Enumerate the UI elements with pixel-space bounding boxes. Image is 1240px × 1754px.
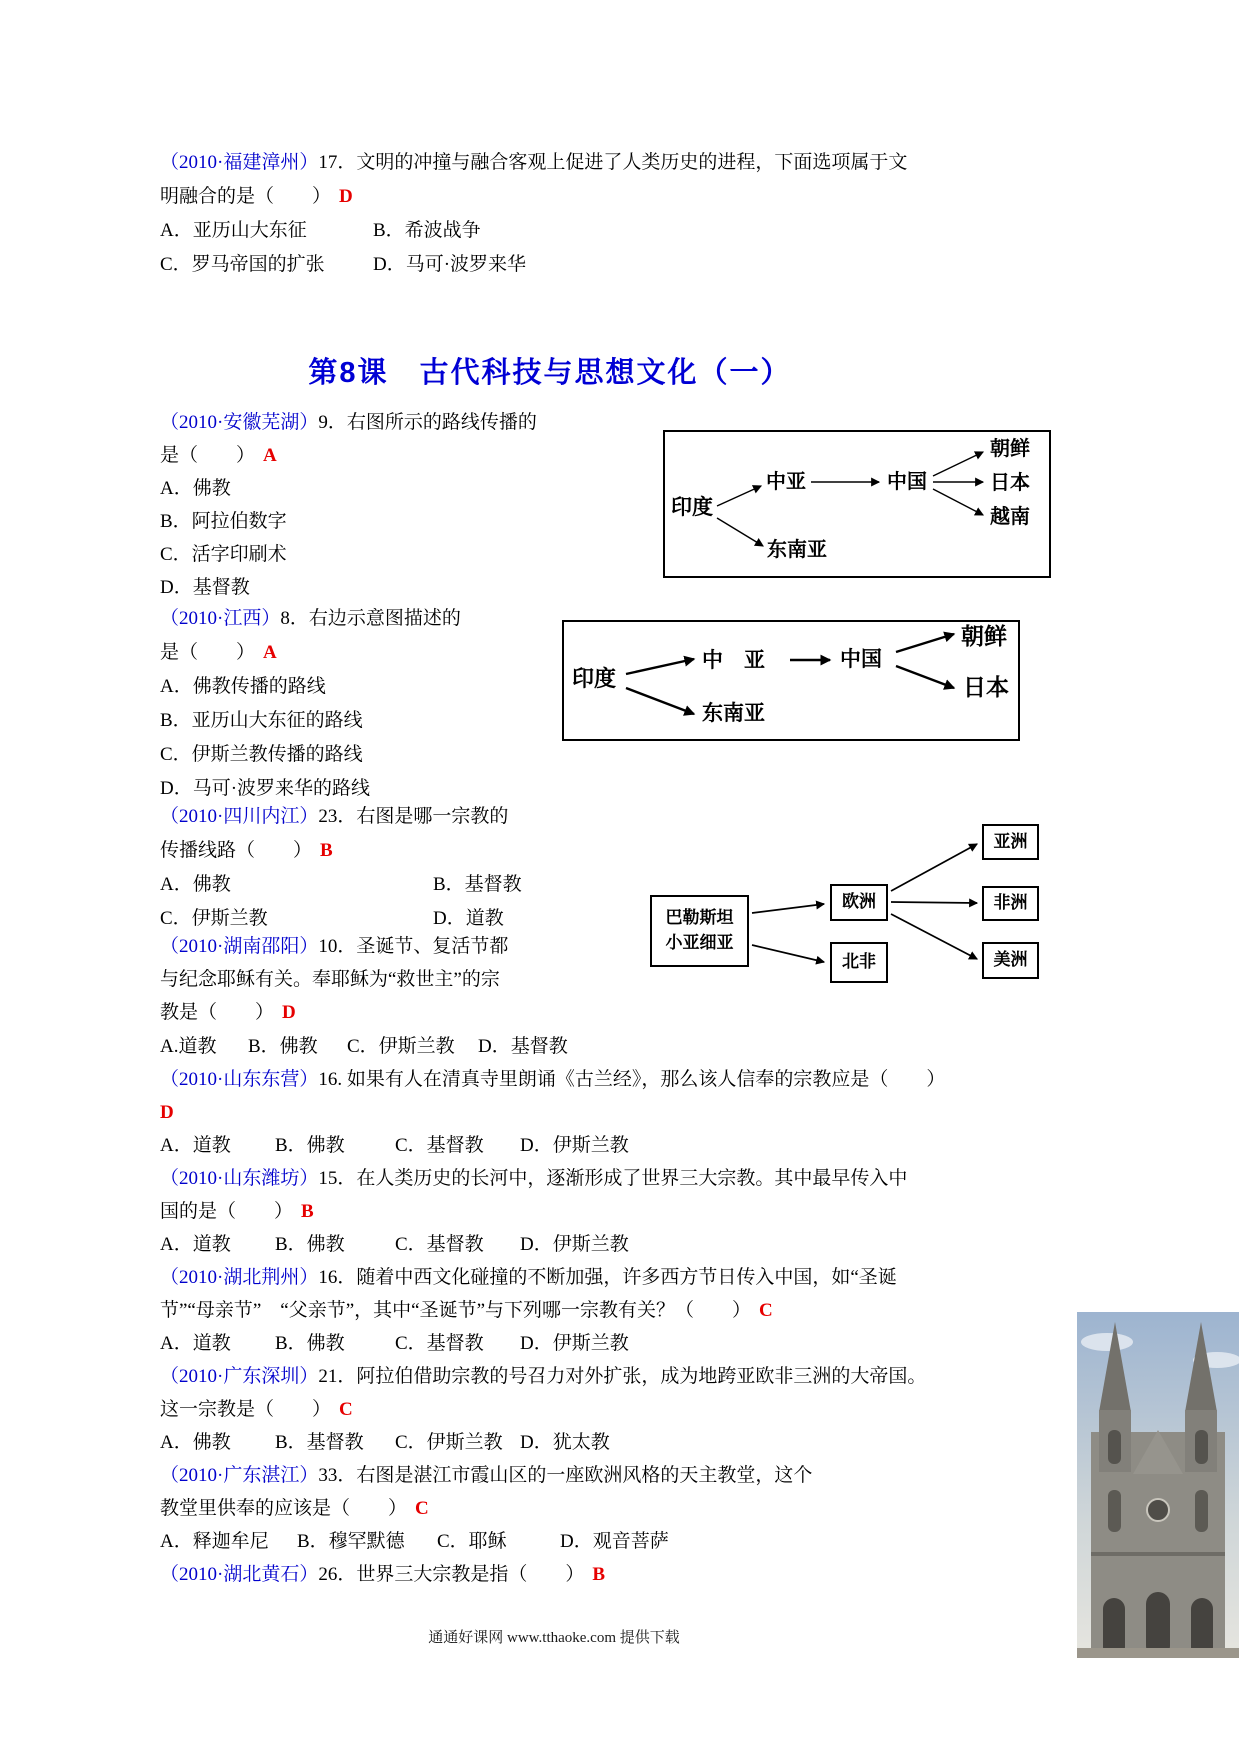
options-row	[160, 248, 1085, 282]
question-stem-line	[160, 996, 630, 1029]
question-source: （2010·广东湛江）	[160, 1465, 319, 1486]
option-b: B．亚历山大东征的路线	[160, 710, 363, 731]
option-b: B．阿拉伯数字	[160, 511, 287, 532]
option-b: B．穆罕默德	[297, 1531, 405, 1552]
question-stem: 节”“母亲节” “父亲节”，其中“圣诞节”与下列哪一宗教有关？（ ）	[160, 1300, 752, 1321]
option-c: C．基督教	[395, 1234, 484, 1255]
node-china: 中国	[840, 648, 882, 671]
question-stem: 是（ ）	[160, 642, 256, 663]
options-row	[160, 868, 620, 902]
question-stem: 16. 如果有人在清真寺里朗诵《古兰经》，那么该人信奉的宗教应是（ ）	[318, 1069, 946, 1090]
option-d: D．基督教	[160, 577, 250, 598]
option-a: A．道教	[160, 1135, 231, 1156]
answer-letter: B	[301, 1201, 314, 1222]
question-stem-line	[160, 1261, 1090, 1294]
node-asia: 亚洲	[982, 824, 1039, 860]
option-a: A．佛教	[160, 478, 231, 499]
question-stem: 16．随着中西文化碰撞的不断加强，许多西方节日传入中国，如“圣诞	[318, 1267, 897, 1288]
question-stem: 23．右图是哪一宗教的	[318, 806, 509, 827]
question-stem-line	[160, 146, 1085, 180]
question-stem: 这一宗教是（ ）	[160, 1399, 332, 1420]
option-a: A．佛教	[160, 874, 231, 895]
node-korea: 朝鲜	[961, 623, 1007, 649]
option-a: A．亚历山大东征	[160, 220, 307, 241]
question-stem: 33．右图是湛江市霞山区的一座欧洲风格的天主教堂，这个	[318, 1465, 813, 1486]
question-source: （2010·山东潍坊）	[160, 1168, 319, 1189]
facade-ledge	[1091, 1552, 1225, 1556]
answer-letter: C	[759, 1300, 773, 1321]
arrow-europe-to-africa	[891, 902, 977, 903]
node-china: 中国	[887, 471, 927, 493]
option-d: D．伊斯兰教	[520, 1234, 629, 1255]
question-source: （2010·湖北黄石）	[160, 1564, 319, 1585]
node-america: 美洲	[982, 942, 1039, 979]
answer-letter: D	[339, 186, 353, 207]
node-japan: 日本	[963, 674, 1009, 700]
arrow-origin-to-europe	[752, 904, 824, 913]
answer-letter: A	[263, 445, 277, 466]
option-d: D．观音菩萨	[560, 1531, 669, 1552]
option-c: C．罗马帝国的扩张	[160, 254, 325, 275]
question-stem: 9．右图所示的路线传播的	[318, 412, 537, 433]
diagram-christianity-spread-route	[640, 813, 1042, 987]
question-8-jiangxi	[160, 602, 580, 806]
option-c: C．基督教	[395, 1333, 484, 1354]
question-stem: 是（ ）	[160, 445, 256, 466]
question-stem-line: 与纪念耶稣有关。奉耶稣为“救世主”的宗	[160, 969, 500, 990]
question-stem-line	[160, 930, 630, 963]
option-d: D．犹太教	[520, 1432, 610, 1453]
node-central-asia: 中 亚	[702, 649, 765, 672]
question-stem-line	[160, 1393, 1090, 1426]
arrow-india-to-central-asia	[717, 486, 761, 506]
node-central-asia: 中亚	[766, 471, 806, 493]
option-a: A．佛教	[160, 1432, 231, 1453]
arrow-india-to-southeast-asia	[626, 688, 694, 714]
question-stem-line	[160, 1492, 1090, 1525]
option-c: C．伊斯兰教传播的路线	[160, 744, 363, 765]
node-southeast-asia: 东南亚	[702, 702, 765, 725]
church-photo	[1077, 1312, 1239, 1658]
option-d: D．基督教	[478, 1036, 568, 1057]
question-stem: 国的是（ ）	[160, 1201, 294, 1222]
option-b: B．佛教	[275, 1135, 345, 1156]
answer-letter: A	[263, 642, 277, 663]
node-north-africa: 北非	[830, 942, 888, 983]
tower-window	[1195, 1490, 1208, 1532]
tower-window	[1195, 1430, 1208, 1464]
node-korea: 朝鲜	[990, 438, 1030, 460]
question-stem: 8．右边示意图描述的	[280, 608, 461, 629]
question-stem: 教堂里供奉的应该是（ ）	[160, 1498, 408, 1519]
answer-letter: D	[282, 1002, 296, 1023]
node-vietnam: 越南	[990, 506, 1030, 528]
tower-window	[1108, 1430, 1121, 1464]
question-stem-line	[160, 406, 605, 439]
arrow-china-to-korea	[896, 634, 954, 652]
question-stem-line	[160, 1195, 1090, 1228]
question-23-sichuan-neijiang	[160, 800, 620, 936]
arrow-europe-to-america	[891, 914, 977, 959]
node-southeast-asia: 东南亚	[767, 539, 827, 561]
question-stem: 传播线路（ ）	[160, 840, 313, 861]
question-stem-line	[160, 439, 605, 472]
question-stem-line	[160, 1063, 1090, 1096]
question-stem: 教是（ ）	[160, 1002, 275, 1023]
options-row	[160, 1228, 1090, 1261]
option-b: B．基督教	[433, 874, 522, 895]
option-a: A.道教	[160, 1036, 217, 1057]
node-africa: 非洲	[982, 886, 1039, 921]
options-row	[160, 1525, 1090, 1558]
question-stem: 26．世界三大宗教是指（ ）	[318, 1564, 585, 1585]
node-label: 小亚细亚	[665, 933, 734, 952]
question-source: （2010·安徽芜湖）	[160, 412, 319, 433]
footer-site-credit: 通通好课网 www.tthaoke.com 提供下载	[428, 1630, 680, 1646]
question-source: （2010·广东深圳）	[160, 1366, 319, 1387]
question-source: （2010·福建漳州）	[160, 152, 319, 173]
option-d: D．道教	[433, 908, 504, 929]
question-stem-line	[160, 1294, 1090, 1327]
option-c: C．耶稣	[437, 1531, 507, 1552]
lesson-title: 第8课 古代科技与思想文化（一）	[308, 357, 792, 389]
option-d: D．马可·波罗来华的路线	[160, 778, 371, 799]
node-japan: 日本	[990, 472, 1030, 494]
option-c: C．伊斯兰教	[347, 1036, 455, 1057]
answer-line	[160, 1096, 1090, 1129]
answer-letter: D	[160, 1102, 174, 1123]
option-d: D．伊斯兰教	[520, 1333, 629, 1354]
arrow-china-to-japan	[896, 666, 954, 688]
option-a: A．道教	[160, 1234, 231, 1255]
ground	[1077, 1648, 1239, 1658]
option-a: A．佛教传播的路线	[160, 676, 326, 697]
option-b: B．佛教	[275, 1333, 345, 1354]
options-row	[160, 1426, 1090, 1459]
option-b: B．希波战争	[373, 220, 481, 241]
arrow-india-to-southeast-asia	[717, 518, 763, 546]
question-10-hunan-shaoyang	[160, 930, 630, 1029]
option-c: C．基督教	[395, 1135, 484, 1156]
node-palestine-asia-minor	[650, 895, 749, 967]
questions-full-width-block	[160, 1030, 1090, 1591]
answer-letter: B	[592, 1564, 606, 1585]
option-c: C．活字印刷术	[160, 544, 287, 565]
diagram-buddhism-spread-route-2	[562, 620, 1020, 741]
question-stem: 21．阿拉伯借助宗教的号召力对外扩张，成为地跨亚欧非三洲的大帝国。	[318, 1366, 927, 1387]
question-stem-line	[160, 1459, 1090, 1492]
diagram-arrows	[564, 622, 1018, 739]
question-source: （2010·江西）	[160, 608, 281, 629]
question-stem-line	[160, 834, 620, 868]
tower-window	[1108, 1490, 1121, 1532]
options-row	[160, 1129, 1090, 1162]
option-b: B．佛教	[248, 1036, 318, 1057]
option-d: D．马可·波罗来华	[373, 254, 527, 275]
node-india: 印度	[572, 666, 617, 691]
question-source: （2010·湖南邵阳）	[160, 936, 319, 957]
node-label: 巴勒斯坦	[665, 908, 734, 928]
options-row	[160, 214, 1085, 248]
question-9-anhui-wuhu	[160, 406, 605, 604]
arrow-origin-to-north-africa	[752, 945, 824, 962]
question-source: （2010·四川内江）	[160, 806, 319, 827]
question-stem: 10．圣诞节、复活节都	[318, 936, 509, 957]
answer-letter: B	[320, 840, 333, 861]
diagram-buddhism-spread-route-1	[663, 430, 1051, 578]
option-c: C．伊斯兰教	[395, 1432, 503, 1453]
question-stem-line	[160, 1558, 1090, 1591]
arrow-china-to-vietnam	[933, 489, 983, 515]
arrow-china-to-korea	[933, 452, 983, 476]
rose-window	[1147, 1499, 1169, 1521]
question-stem-line	[160, 602, 580, 636]
answer-letter: C	[339, 1399, 353, 1420]
option-b: B．基督教	[275, 1432, 364, 1453]
option-c: C．伊斯兰教	[160, 908, 268, 929]
question-17-fujian-zhangzhou	[160, 146, 1085, 282]
options-row	[160, 1327, 1090, 1360]
question-stem-line	[160, 800, 620, 834]
question-stem: 明融合的是（ ）	[160, 186, 332, 207]
arrow-europe-to-asia	[891, 844, 977, 891]
option-a: A．释迦牟尼	[160, 1531, 269, 1552]
question-stem: 15．在人类历史的长河中，逐渐形成了世界三大宗教。其中最早传入中	[318, 1168, 908, 1189]
question-source: （2010·湖北荆州）	[160, 1267, 319, 1288]
question-stem-line	[160, 1360, 1090, 1393]
options-row	[160, 1030, 1090, 1063]
question-source: （2010·山东东营）	[160, 1069, 319, 1090]
question-stem-line	[160, 1162, 1090, 1195]
answer-letter: C	[415, 1498, 429, 1519]
option-a: A．道教	[160, 1333, 231, 1354]
option-b: B．佛教	[275, 1234, 345, 1255]
option-d: D．伊斯兰教	[520, 1135, 629, 1156]
arrow-india-to-central-asia	[626, 659, 694, 674]
cloud	[1081, 1333, 1133, 1351]
question-stem-line	[160, 636, 580, 670]
node-india: 印度	[671, 496, 713, 519]
question-stem-line	[160, 180, 1085, 214]
node-europe: 欧洲	[830, 884, 888, 921]
question-stem: 17．文明的冲撞与融合客观上促进了人类历史的进程，下面选项属于文	[318, 152, 908, 173]
